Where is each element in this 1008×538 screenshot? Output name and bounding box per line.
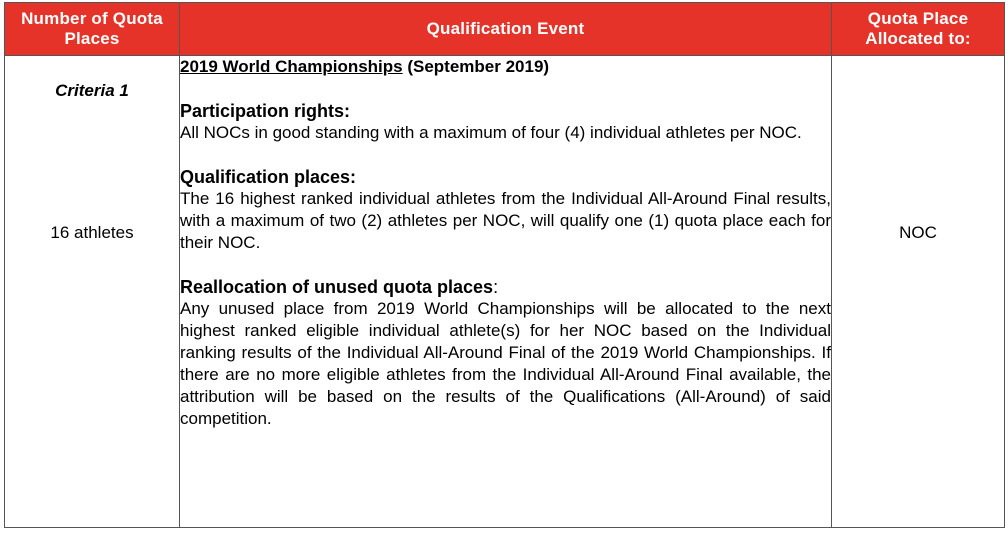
participation-rights-text: All NOCs in good standing with a maximum of four (4) individual athletes per NOC. <box>180 123 802 142</box>
participation-rights-heading: Participation rights: <box>180 101 351 121</box>
header-number-of-quota-places: Number of Quota Places <box>5 3 180 56</box>
criteria-label: Criteria 1 <box>55 81 129 100</box>
table-row <box>5 56 1005 528</box>
table-header <box>5 3 1005 56</box>
reallocation-text: Any unused place from 2019 World Championships will be allocated to the next highest ranked eligible individual athlete(s) for her NOC based on the Individual ranking results of the Individual All-Around Final of the 2019 World Championships. If there are no more eligible athletes from the Individual All-Around Final available, the attribution will be based on the results of the Qualifications (All-Around) of said competition. <box>180 299 831 428</box>
quota-places-cell <box>5 56 180 528</box>
event-name: 2019 World Championships <box>180 57 403 76</box>
table-body <box>5 56 1005 528</box>
event-title <box>180 56 831 78</box>
quota-table <box>4 2 1005 528</box>
event-date: (September 2019) <box>402 57 550 76</box>
reallocation-heading <box>180 276 831 298</box>
reallocation-heading-text: Reallocation of unused quota places <box>180 277 494 297</box>
header-qualification-event: Qualification Event <box>180 3 832 56</box>
qualification-places-text: The 16 highest ranked individual athletes from the Individual All-Around Final results, with a maximum of two (2) athletes per NOC, will qualify one (1) quota place each for their NOC. <box>180 189 831 252</box>
qualification-event-cell <box>180 56 832 528</box>
allocated-to-value: NOC <box>899 223 937 242</box>
qualification-places-heading: Qualification places: <box>180 167 357 187</box>
allocated-to-cell <box>832 56 1005 528</box>
header-quota-place-allocated: Quota Place Allocated to: <box>832 3 1005 56</box>
quota-count: 16 athletes <box>50 223 134 242</box>
reallocation-heading-colon: : <box>493 277 499 297</box>
header-row <box>5 3 1005 56</box>
